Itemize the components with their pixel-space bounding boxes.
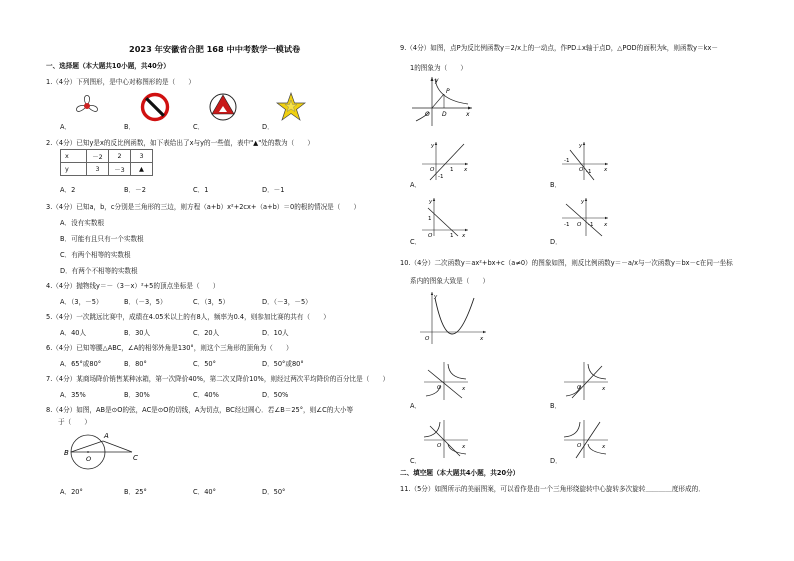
graph-label-neg1: -1 [564,158,570,164]
q9-option-c-graph [420,196,470,238]
graph-label-x: x [462,444,466,450]
q4-option-d[interactable]: D．（－3，－5） [262,298,312,306]
q9-label-p: P [446,88,450,95]
q5-option-b[interactable]: B．30人 [124,329,151,337]
q8-option-b[interactable]: B．25° [124,488,147,496]
question-2-stem: 2.（4分）已知y是x的反比例函数，如下表给出了x与y的一些值，表中"▲"处的数为（ ） [46,139,315,147]
question-3-stem: 3.（4分）已知a，b，c分别是三角形的三边，则方程（a+b）x²+2cx+（a+b）＝0的根的情况是（ ） [46,203,361,211]
q1-figure-a-tri-petal [70,92,104,122]
q7-option-a[interactable]: A．35% [60,391,86,399]
question-8-stem: 8.（4分）如图，AB是⊙O的弦，AC是⊙O的切线，A为切点，BC经过圆心．若∠B＝25°，则∠C的大小等 [46,406,354,414]
q8-circle-tangent-figure [54,428,144,472]
q10-label-o: O [425,336,430,342]
q1-option-c[interactable]: C． [193,123,205,131]
graph-label-x: x [604,222,608,228]
graph-label-o: O [577,222,582,228]
graph-label-x: x [602,386,606,392]
q9-label-x: x [466,111,470,118]
q2-option-d[interactable]: D．－1 [262,186,285,194]
q7-option-d[interactable]: D．50% [262,391,289,399]
question-9-stem: 9.（4分）如图，点P为反比例函数y＝2/x上的一动点，作PD⊥x轴于点D，△POD的面积为k，则函数y＝kx－ [400,44,718,52]
question-8-stem-cont: 于（ ） [58,418,91,426]
q1-option-a[interactable]: A． [60,123,72,131]
q1-figure-b-prohibition-sign [140,92,170,122]
q8-label-a: A [104,432,109,440]
graph-label-y: y [429,199,433,205]
q9-option-d[interactable]: D． [550,238,562,246]
table-cell: x [61,150,87,163]
question-7-stem: 7.（4分）某商场降价销售某种冰箱，第一次降价40%，第二次又降价10%，则经过两次平均降价的百分比是（ ） [46,375,390,383]
graph-label-x: x [604,167,608,173]
q7-option-b[interactable]: B．30% [124,391,150,399]
q10-option-d-graph [562,418,610,460]
question-11-stem: 11.（5分）如图所示的美丽图案，可以看作是由一个三角形绕旋转中心旋转多次旋转＿＿＿＿度形成的． [400,485,705,493]
graph-label-neg1: -1 [564,222,570,228]
q6-option-d[interactable]: D．50°或80° [262,360,304,368]
q7-option-c[interactable]: C．40% [193,391,219,399]
q4-option-c[interactable]: C．（3，5） [193,298,230,306]
q2-option-a[interactable]: A．2 [60,186,76,194]
q10-option-a-graph [422,360,470,402]
q6-option-c[interactable]: C．50° [193,360,216,368]
graph-label-neg1: -1 [586,169,592,175]
q4-option-a[interactable]: A．（3，－5） [60,298,103,306]
q10-option-c-graph [422,418,470,460]
graph-label-o: O [437,443,442,449]
q8-label-o: O [86,455,92,463]
q6-option-b[interactable]: B．80° [124,360,147,368]
table-cell: 3 [87,163,109,176]
graph-label-o: O [579,167,584,173]
q8-label-c: C [133,454,138,462]
question-10-stem-cont: 系内的图象大致是（ ） [410,277,490,285]
q3-option-b[interactable]: B．可能有且只有一个实数根 [60,235,144,243]
q9-option-a-graph [420,140,470,182]
graph-label-neg1: -1 [438,174,444,180]
q10-label-y: y [434,294,438,300]
table-cell: －3 [109,163,131,176]
question-9-stem-cont: 1的图象为（ ） [410,64,467,72]
q8-option-c[interactable]: C．40° [193,488,216,496]
q1-option-b[interactable]: B． [124,123,136,131]
question-4-stem: 4.（4分）抛物线y＝－（3－x）²+5的顶点坐标是（ ） [46,282,220,290]
graph-label-y: y [581,199,585,205]
q8-option-d[interactable]: D．50° [262,488,286,496]
graph-label-o: O [430,167,435,173]
q9-hyperbola-figure [410,74,476,128]
table-cell: 2 [109,150,131,163]
table-cell: y [61,163,87,176]
table-cell: －2 [87,150,109,163]
q1-option-d[interactable]: D． [262,123,274,131]
q4-option-b[interactable]: B．（－3，5） [124,298,167,306]
q9-label-d: D [442,111,447,118]
q10-option-c[interactable]: C． [410,457,422,465]
graph-label-x: x [462,386,466,392]
question-1-stem: 1.（4分）下列图形，是中心对称图形的是（ ） [46,78,195,86]
q3-option-c[interactable]: C．有两个相等的实数根 [60,251,131,259]
q2-option-c[interactable]: C．1 [193,186,209,194]
graph-label-one: 1 [450,167,454,173]
q10-parabola-figure [418,290,490,346]
table-cell: ▲ [131,163,153,176]
q9-option-d-graph [560,196,610,238]
section-heading-fill-blank: 二、填空题（本大题共4小题，共20分） [400,469,520,477]
q1-figure-c-triangle-in-circle [208,92,238,122]
q9-label-y: y [435,77,439,84]
graph-label-one: 1 [450,233,454,238]
question-5-stem: 5.（4分）一次跳远比赛中，成绩在4.05米以上的有8人，频率为0.4，则参加比赛的共有（ ） [46,313,330,321]
section-heading-choice: 一、选择题（本大题共10小题，共40分） [46,62,170,70]
q9-option-a[interactable]: A． [410,181,422,189]
q10-label-x: x [480,336,484,342]
graph-label-x: x [464,167,468,173]
graph-label-one: 1 [428,216,432,222]
q10-option-d[interactable]: D． [550,457,562,465]
q5-option-c[interactable]: C．20人 [193,329,220,337]
q9-option-b-graph [560,140,610,182]
graph-label-y: y [579,143,583,149]
graph-label-x: x [602,444,606,450]
graph-label-o: O [577,385,582,391]
graph-label-neg1: -1 [588,222,594,228]
page-title: 2023 年安徽省合肥 168 中中考数学一模试卷 [129,44,301,54]
q10-option-b[interactable]: B． [550,402,562,410]
q8-label-b: B [64,449,69,457]
q10-option-b-graph [562,360,610,402]
q3-option-d[interactable]: D．有两个不相等的实数根 [60,267,138,275]
q9-option-c[interactable]: C． [410,238,422,246]
graph-label-y: y [431,143,435,149]
q3-option-a[interactable]: A．没有实数根 [60,219,105,227]
q1-figure-d-star [276,92,306,122]
q5-option-a[interactable]: A．40人 [60,329,87,337]
q9-option-b[interactable]: B． [550,181,562,189]
q6-option-a[interactable]: A．65°或80° [60,360,102,368]
graph-label-o: O [428,233,433,238]
graph-label-o: O [577,443,582,449]
graph-label-x: x [462,233,466,238]
question-10-stem: 10.（4分）二次函数y＝ax²+bx+c（a≠0）的图象如图，则反比例函数y＝－a/x与一次函数y＝bx－c在同一坐标 [400,259,733,267]
table-cell: 3 [131,150,153,163]
graph-label-o: O [437,385,442,391]
q9-label-o: O [425,111,430,118]
q10-option-a[interactable]: A． [410,402,422,410]
q8-option-a[interactable]: A．20° [60,488,83,496]
q5-option-d[interactable]: D．10人 [262,329,289,337]
q2-value-table [60,149,153,176]
question-6-stem: 6.（4分）已知等腰△ABC，∠A的相邻外角是130°，则这个三角形的顶角为（ ） [46,344,293,352]
q2-option-b[interactable]: B．－2 [124,186,146,194]
